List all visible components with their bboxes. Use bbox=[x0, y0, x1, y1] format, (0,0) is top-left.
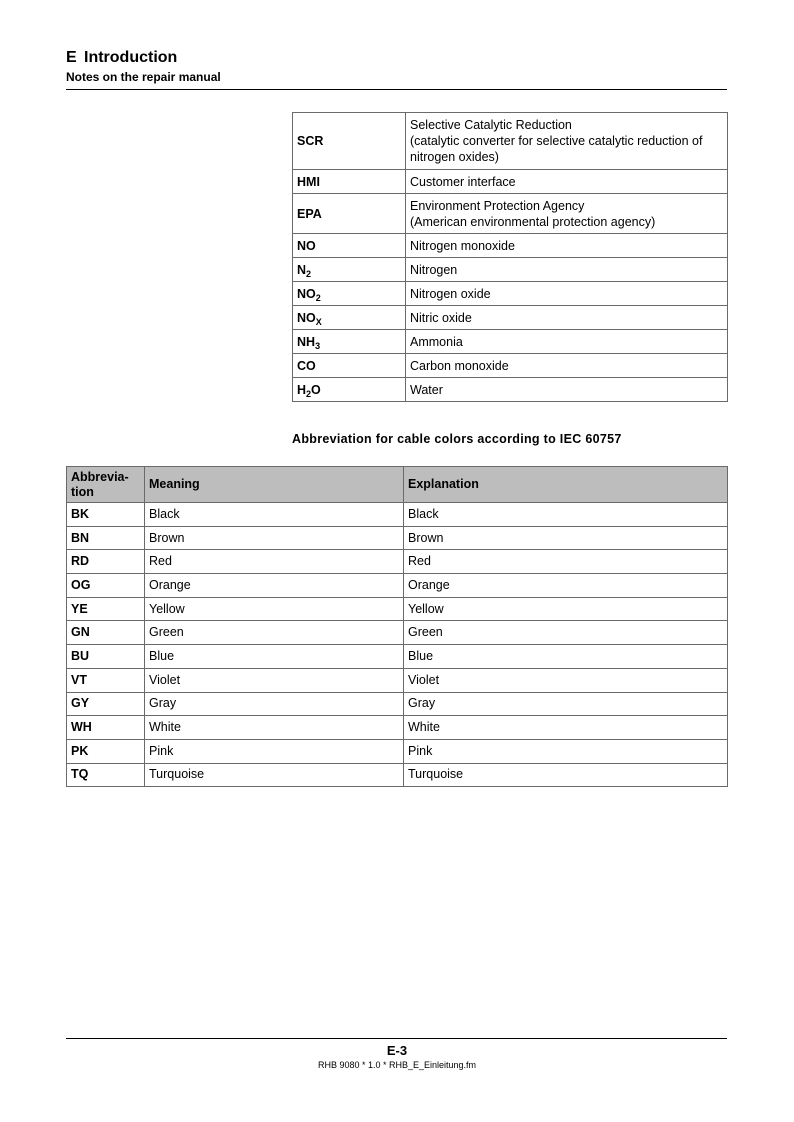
color-code: BK bbox=[67, 503, 145, 527]
color-code: WH bbox=[67, 716, 145, 740]
abbreviation-key bbox=[293, 306, 406, 330]
abbreviation-description bbox=[406, 306, 728, 330]
color-code: TQ bbox=[67, 763, 145, 787]
color-meaning: Black bbox=[145, 503, 404, 527]
abbreviation-description bbox=[406, 282, 728, 306]
abbreviation-subscript: 2 bbox=[315, 292, 321, 303]
abbreviation-subscript: 2 bbox=[306, 268, 312, 279]
abbreviation-key bbox=[293, 170, 406, 194]
abbreviation-description bbox=[406, 194, 728, 234]
table-row bbox=[293, 282, 728, 306]
description-line: Nitrogen oxide bbox=[410, 286, 491, 301]
abbreviation-description bbox=[406, 330, 728, 354]
color-explanation: Brown bbox=[404, 526, 728, 550]
description-line: Carbon monoxide bbox=[410, 358, 509, 373]
table-row bbox=[67, 621, 728, 645]
table-row bbox=[293, 170, 728, 194]
abbreviation-key-text: CO bbox=[297, 358, 316, 373]
color-code: BN bbox=[67, 526, 145, 550]
abbreviation-description bbox=[406, 258, 728, 282]
color-meaning: Violet bbox=[145, 668, 404, 692]
description-line: Ammonia bbox=[410, 334, 463, 349]
column-header-abbreviation: Abbrevia- tion bbox=[67, 467, 145, 503]
color-code: RD bbox=[67, 550, 145, 574]
table-row bbox=[293, 194, 728, 234]
abbreviation-subscript: 2 bbox=[306, 388, 312, 399]
footer-file-info: RHB 9080 * 1.0 * RHB_E_Einleitung.fm bbox=[317, 1060, 477, 1070]
abbreviation-key bbox=[293, 354, 406, 378]
abbreviation-key-text: EPA bbox=[297, 206, 322, 221]
table-row bbox=[67, 597, 728, 621]
page-number: E-3 bbox=[386, 1043, 408, 1058]
color-code: VT bbox=[67, 668, 145, 692]
description-line: Water bbox=[410, 382, 443, 397]
abbreviation-key-text: HMI bbox=[297, 174, 320, 189]
table-row bbox=[293, 354, 728, 378]
description-line: Nitric oxide bbox=[410, 310, 472, 325]
section-subtitle: Notes on the repair manual bbox=[66, 70, 221, 84]
color-code: YE bbox=[67, 597, 145, 621]
color-code: PK bbox=[67, 739, 145, 763]
color-code: GN bbox=[67, 621, 145, 645]
description-line: (catalytic converter for selective catalytic reduction of bbox=[410, 134, 703, 148]
table-row bbox=[293, 330, 728, 354]
abbreviations-table bbox=[292, 112, 728, 402]
table-row bbox=[67, 668, 728, 692]
color-meaning: Blue bbox=[145, 645, 404, 669]
color-explanation: Red bbox=[404, 550, 728, 574]
abbreviation-description bbox=[406, 234, 728, 258]
abbreviation-description bbox=[406, 113, 728, 170]
table-row bbox=[67, 692, 728, 716]
color-meaning: Pink bbox=[145, 739, 404, 763]
description-line: Environment Protection Agency bbox=[410, 198, 585, 213]
table-row bbox=[293, 258, 728, 282]
color-code: BU bbox=[67, 645, 145, 669]
abbreviation-key-text: N bbox=[297, 262, 307, 277]
chapter-heading bbox=[66, 48, 727, 68]
table-row bbox=[293, 306, 728, 330]
table-row bbox=[67, 526, 728, 550]
color-explanation: Blue bbox=[404, 645, 728, 669]
abbreviation-key-text: NO bbox=[297, 238, 316, 253]
table-row bbox=[293, 113, 728, 170]
abbreviation-key bbox=[293, 282, 406, 306]
table-row bbox=[67, 574, 728, 598]
color-explanation: Yellow bbox=[404, 597, 728, 621]
color-meaning: Red bbox=[145, 550, 404, 574]
table-row bbox=[293, 378, 728, 402]
color-meaning: Green bbox=[145, 621, 404, 645]
table-row bbox=[67, 739, 728, 763]
color-meaning: Yellow bbox=[145, 597, 404, 621]
table-row bbox=[67, 645, 728, 669]
abbreviation-description bbox=[406, 170, 728, 194]
abbreviation-key-suffix: O bbox=[311, 382, 321, 397]
color-explanation: Violet bbox=[404, 668, 728, 692]
description-line: Selective Catalytic Reduction bbox=[410, 118, 572, 132]
color-explanation: Gray bbox=[404, 692, 728, 716]
column-header-meaning: Meaning bbox=[145, 467, 404, 503]
abbreviation-key bbox=[293, 330, 406, 354]
table-row bbox=[293, 234, 728, 258]
chapter-title: Introduction bbox=[84, 49, 178, 66]
abbreviation-key bbox=[293, 378, 406, 402]
abbreviation-key bbox=[293, 258, 406, 282]
abbreviation-subscript: X bbox=[315, 316, 322, 327]
table-row bbox=[67, 550, 728, 574]
abbreviation-key bbox=[293, 194, 406, 234]
footer-divider bbox=[66, 1038, 727, 1039]
color-explanation: Black bbox=[404, 503, 728, 527]
color-explanation: Green bbox=[404, 621, 728, 645]
color-meaning: White bbox=[145, 716, 404, 740]
abbreviation-key-text: SCR bbox=[297, 134, 324, 148]
table-row bbox=[67, 716, 728, 740]
table-row bbox=[67, 763, 728, 787]
table-row bbox=[67, 503, 728, 527]
color-meaning: Brown bbox=[145, 526, 404, 550]
abbreviation-key-text: NO bbox=[297, 310, 316, 325]
abbreviation-description bbox=[406, 378, 728, 402]
header-divider bbox=[66, 89, 727, 90]
abbreviation-key bbox=[293, 113, 406, 170]
color-code: OG bbox=[67, 574, 145, 598]
description-line: (American environmental protection agency) bbox=[410, 214, 656, 229]
abbreviation-key-text: NH bbox=[297, 334, 316, 349]
color-meaning: Gray bbox=[145, 692, 404, 716]
abbreviation-description bbox=[406, 354, 728, 378]
page-header bbox=[66, 48, 727, 85]
column-header-explanation: Explanation bbox=[404, 467, 728, 503]
abbreviation-subscript: 3 bbox=[315, 340, 321, 351]
color-explanation: Pink bbox=[404, 739, 728, 763]
abbreviation-key-text: H bbox=[297, 382, 307, 397]
color-meaning: Orange bbox=[145, 574, 404, 598]
color-explanation: Turquoise bbox=[404, 763, 728, 787]
description-line: Customer interface bbox=[410, 174, 516, 189]
color-code: GY bbox=[67, 692, 145, 716]
abbreviation-key-text: NO bbox=[297, 286, 316, 301]
description-line: Nitrogen bbox=[410, 262, 458, 277]
color-meaning: Turquoise bbox=[145, 763, 404, 787]
color-explanation: Orange bbox=[404, 574, 728, 598]
table-header-row bbox=[67, 467, 728, 503]
chapter-letter: E bbox=[66, 49, 77, 66]
description-line: nitrogen oxides) bbox=[410, 150, 499, 164]
cable-colors-title: Abbreviation for cable colors according to IEC 60757 bbox=[292, 432, 622, 446]
color-explanation: White bbox=[404, 716, 728, 740]
cable-colors-table bbox=[66, 466, 728, 787]
description-line: Nitrogen monoxide bbox=[410, 238, 515, 253]
abbreviation-key bbox=[293, 234, 406, 258]
